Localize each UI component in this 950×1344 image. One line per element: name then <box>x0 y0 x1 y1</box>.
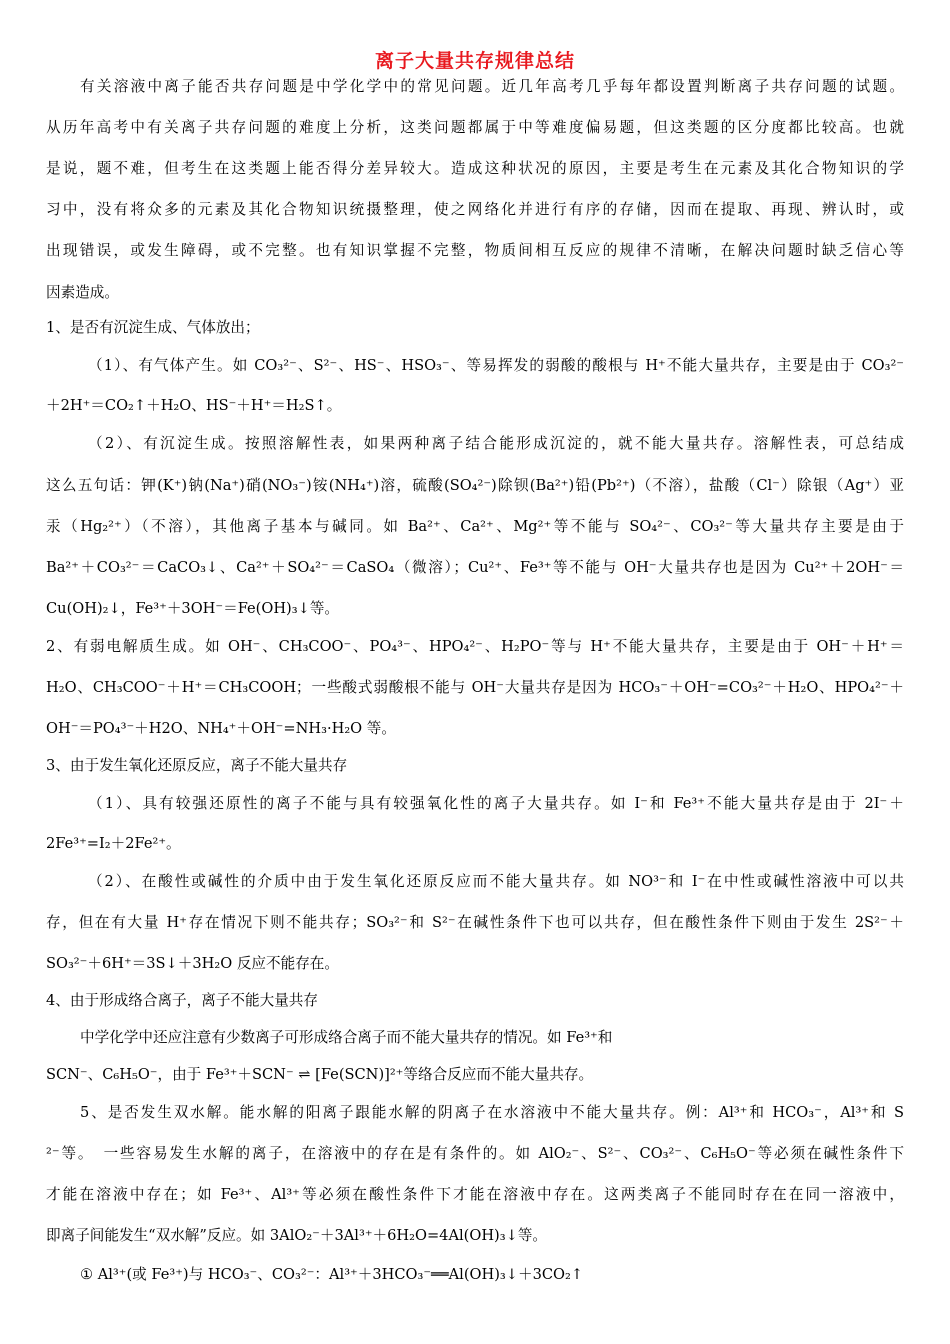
paragraph-line: 才能在溶液中存在；如 Fe³⁺、Al³⁺等必须在酸性条件下才能在溶液中存在。这两类离子不能同时存在在同一溶液中， <box>46 1186 904 1203</box>
paragraph-line: OH⁻＝PO₄³⁻＋H2O、NH₄⁺＋OH⁻=NH₃·H₂O 等。 <box>46 720 396 737</box>
paragraph-line: 中学化学中还应注意有少数离子可形成络合离子而不能大量共存的情况。如 Fe³⁺和 <box>80 1029 613 1046</box>
paragraph-line: 有关溶液中离子能否共存问题是中学化学中的常见问题。近几年高考几乎每年都设置判断离子共存问题的试题。 <box>80 78 904 95</box>
section-heading: 5、是否发生双水解。能水解的阳离子跟能水解的阴离子在水溶液中不能大量共存。例：Al³⁺和 HCO₃⁻，Al³⁺和 S <box>80 1104 904 1121</box>
paragraph-line: SO₃²⁻＋6H⁺＝3S↓＋3H₂O 反应不能存在。 <box>46 955 339 972</box>
page-title: 离子大量共存规律总结 <box>374 50 575 72</box>
paragraph-line: Ba²⁺＋CO₃²⁻＝CaCO₃↓、Ca²⁺＋SO₄²⁻＝CaSO₄（微溶）；Cu²⁺、Fe³⁺等不能与 OH⁻大量共存也是因为 Cu²⁺＋2OH⁻＝ <box>46 559 904 576</box>
section-heading: 4、由于形成络合离子，离子不能大量共存 <box>46 992 318 1009</box>
paragraph-line: （2）、有沉淀生成。按照溶解性表，如果两种离子结合能形成沉淀的，就不能大量共存。溶解性表，可总结成 <box>88 435 904 452</box>
paragraph-line: ²⁻等。 一些容易发生水解的离子，在溶液中的存在是有条件的。如 AlO₂⁻、S²⁻、CO₃²⁻、C₆H₅O⁻等必须在碱性条件下 <box>46 1145 904 1162</box>
paragraph-line: 出现错误，或发生障碍，或不完整。也有知识掌握不完整，物质间相互反应的规律不清晰，在解决问题时缺乏信心等 <box>46 242 904 259</box>
paragraph-line: （1）、有气体产生。如 CO₃²⁻、S²⁻、HS⁻、HSO₃⁻、等易挥发的弱酸的酸根与 H⁺不能大量共存，主要是由于 CO₃²⁻ <box>88 357 904 374</box>
list-item: ① Al³⁺(或 Fe³⁺)与 HCO₃⁻、CO₃²⁻：Al³⁺＋3HCO₃⁻══Al(OH)₃↓＋3CO₂↑ <box>80 1266 584 1283</box>
paragraph-line: 2Fe³⁺=I₂＋2Fe²⁺。 <box>46 835 181 852</box>
paragraph-line: 是说，题不难，但考生在这类题上能否得分差异较大。造成这种状况的原因，主要是考生在元素及其化合物知识的学 <box>46 160 904 177</box>
paragraph-line: （2）、在酸性或碱性的介质中由于发生氧化还原反应而不能大量共存。如 NO³⁻和 I⁻在中性或碱性溶液中可以共 <box>88 873 904 890</box>
section-heading: 3、由于发生氧化还原反应，离子不能大量共存 <box>46 757 348 774</box>
paragraph-line: 习中，没有将众多的元素及其化合物知识统摄整理，使之网络化并进行有序的存储，因而在提取、再现、辨认时，或 <box>46 201 904 218</box>
paragraph-line: 即离子间能发生“双水解”反应。如 3AlO₂⁻＋3Al³⁺＋6H₂O=4Al(OH)₃↓等。 <box>46 1227 548 1244</box>
paragraph-line: Cu(OH)₂↓，Fe³⁺＋3OH⁻＝Fe(OH)₃↓等。 <box>46 600 340 617</box>
paragraph-line: ＋2H⁺＝CO₂↑＋H₂O、HS⁻＋H⁺＝H₂S↑。 <box>46 397 342 414</box>
paragraph-line: 因素造成。 <box>46 284 119 301</box>
section-heading: 1、是否有沉淀生成、气体放出； <box>46 319 260 336</box>
paragraph-line: （1）、具有较强还原性的离子不能与具有较强氧化性的离子大量共存。如 I⁻和 Fe³⁺不能大量共存是由于 2I⁻＋ <box>88 795 904 812</box>
paragraph-line: H₂O、CH₃COO⁻＋H⁺＝CH₃COOH；一些酸式弱酸根不能与 OH⁻大量共存是因为 HCO₃⁻＋OH⁻=CO₃²⁻＋H₂O、HPO₄²⁻＋ <box>46 679 904 696</box>
paragraph-line: 存，但在有大量 H⁺存在情况下则不能共存；SO₃²⁻和 S²⁻在碱性条件下也可以共存，但在酸性条件下则由于发生 2S²⁻＋ <box>46 914 904 931</box>
section-heading: 2、有弱电解质生成。如 OH⁻、CH₃COO⁻、PO₄³⁻、HPO₄²⁻、H₂PO⁻等与 H⁺不能大量共存，主要是由于 OH⁻＋H⁺＝ <box>46 638 904 655</box>
paragraph-line: SCN⁻、C₆H₅O⁻，由于 Fe³⁺＋SCN⁻ ⇌ [Fe(SCN)]²⁺等络合反应而不能大量共存。 <box>46 1066 594 1083</box>
paragraph-line: 从历年高考中有关离子共存问题的难度上分析，这类问题都属于中等难度偏易题，但这类题的区分度都比较高。也就 <box>46 119 904 136</box>
paragraph-line: 汞（Hg₂²⁺）（不溶），其他离子基本与碱同。如 Ba²⁺、Ca²⁺、Mg²⁺等不能与 SO₄²⁻、CO₃²⁻等大量共存主要是由于 <box>46 518 904 535</box>
paragraph-line: 这么五句话：钾(K⁺)钠(Na⁺)硝(NO₃⁻)铵(NH₄⁺)溶，硫酸(SO₄²⁻)除钡(Ba²⁺)铅(Pb²⁺)（不溶），盐酸（Cl⁻）除银（Ag⁺）亚 <box>46 477 904 494</box>
